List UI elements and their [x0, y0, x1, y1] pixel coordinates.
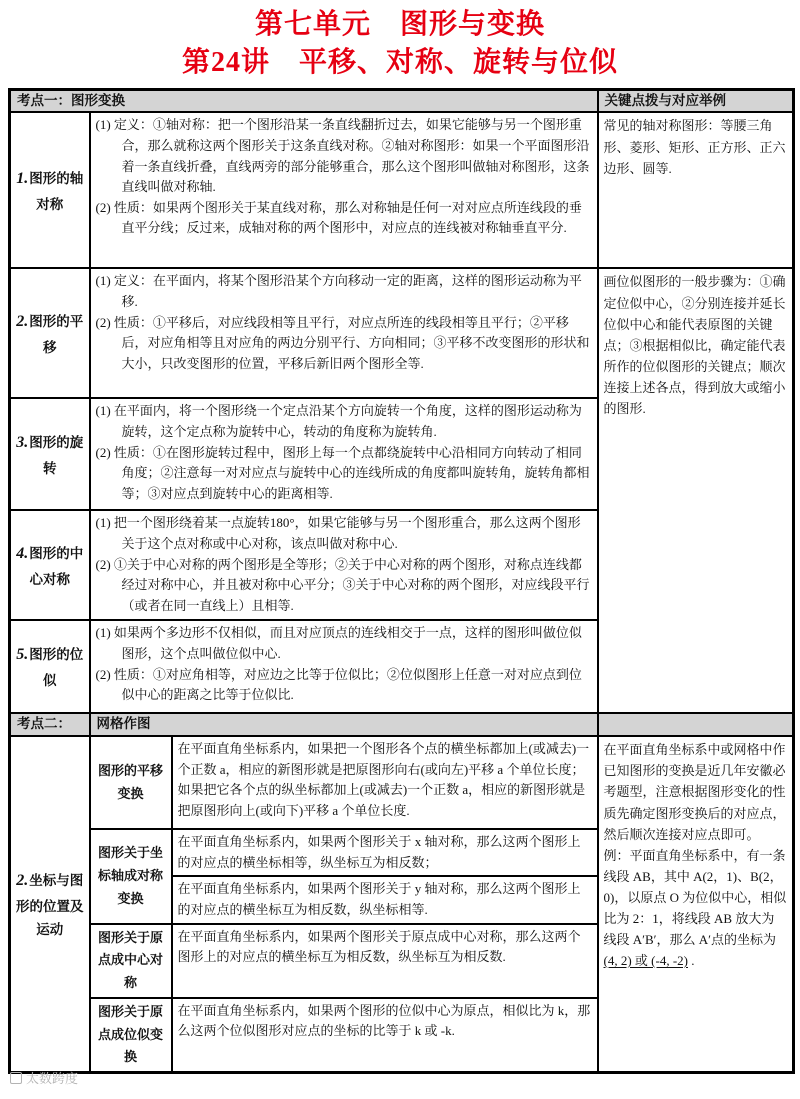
- row2-name: 图形的平移: [29, 313, 84, 355]
- row1-definition-paragraph: (1) 定义：①轴对称：把一个图形沿某一条直线翻折过去，如果它能够与另一个图形重合，那么就称这两个图形关于这条直线对称。②轴对称图形：如果一个平面图形沿着一条直线折叠，直线两旁的部分能够重合，那么这个图形叫做轴对称图形，这条直线叫做对称轴.: [95, 117, 590, 195]
- table-row-axial-symmetry: [10, 112, 794, 268]
- subrow-axis-y-content: 在平面直角坐标系内，如果两个图形关于 y 轴对称，那么这两个图形上的对应点的横坐标互为相反数，纵坐标相等.: [172, 876, 598, 923]
- row1-property-paragraph: (2) 性质：如果两个图形关于某直线对称，那么对称轴是任何一对对应点所连线段的垂直平分线；反过来，成轴对称的两个图形中，对应点的连线被对称轴垂直平分.: [95, 199, 582, 236]
- group2-number: 2.: [16, 871, 29, 889]
- table-row-translation: [10, 268, 794, 398]
- title-unit: 第七单元 图形与变换: [254, 9, 545, 40]
- row3-property-paragraph: (2) 性质：①在图形旋转过程中，图形上每一个点都绕旋转中心沿相同方向转动了相同角度；②注意每一对对应点与旋转中心的连线所成的角度都叫旋转角，旋转角都相等；③对应点到旋转中心的距离相等.: [95, 444, 590, 501]
- row5-label: [10, 620, 90, 713]
- title-lesson: 第24讲 平移、对称、旋转与位似: [181, 46, 618, 78]
- row5-definition-paragraph: (1) 如果两个多边形不仅相似，而且对应顶点的连线相交于一点，这样的图形叫做位似图形，这个点叫做位似中心.: [95, 625, 582, 662]
- subrow-axis-x-content: 在平面直角坐标系内，如果两个图形关于 x 轴对称，那么这两个图形上的对应点的横坐标相等，纵坐标互为相反数；: [172, 829, 598, 876]
- row4-label: [10, 510, 90, 620]
- row4-property-paragraph: (2) ①关于中心对称的两个图形是全等形；②关于中心对称的两个图形，对称点连线都经过对称中心，并且被对称中心平分；③关于中心对称的两个图形，对应线段平行（或者在同一直线上）且相等.: [95, 556, 590, 613]
- group2-label: [10, 736, 90, 1072]
- row5-content: [90, 620, 598, 713]
- review-table: [8, 88, 795, 1074]
- section1-header: 考点一：图形变换: [10, 89, 598, 112]
- row5-name: 图形的位似: [29, 647, 84, 689]
- section2-header-topic: 网格作图: [90, 713, 598, 736]
- watermark-logo-icon: [10, 1072, 22, 1084]
- example-answer: (4, 2) 或 (-4, -2): [603, 952, 688, 968]
- table-row-coordinate-translation: [10, 736, 794, 829]
- note-common-axisymmetric-figures: 常见的轴对称图形：等腰三角形、菱形、矩形、正方形、正六边形、圆等.: [598, 112, 794, 268]
- example-period: .: [688, 952, 695, 968]
- subrow-translation-content: 在平面直角坐标系内，如果把一个图形各个点的横坐标都加上(或减去)一个正数 a，相应的新图形就是把原图形向右(或向左)平移 a 个单位长度；如果把它各个点的纵坐标都加上(或减去)一个正数 a，相应的新图形就是把原图形向上(或向下)平移 a 个单位长度.: [172, 736, 598, 829]
- subrow-origin-homothety-label: 图形关于原点成位似变换: [90, 998, 172, 1073]
- section2-header: 考点二：: [10, 713, 90, 736]
- section2-note: [598, 736, 794, 1072]
- section2-note-example: [604, 845, 788, 971]
- row3-label: [10, 398, 90, 510]
- row5-number: 5.: [16, 646, 29, 664]
- row2-property-paragraph: (2) 性质：①平移后，对应线段相等且平行，对应点所连的线段相等且平行；②平移后，对应角相等且对应角的两边分别平行、方向相同；③平移不改变图形的形状和大小，只改变图形的位置，平移后新旧两个图形全等.: [95, 314, 590, 371]
- note-homothety-steps: 画位似图形的一般步骤为：①确定位似中心，②分别连接并延长位似中心和能代表原图的关键点；③根据相似比，确定能代表所作的位似图形的关键点；顺次连接上述各点，得到放大或缩小的图形.: [598, 268, 794, 713]
- row4-content: [90, 510, 598, 620]
- row3-content: [90, 398, 598, 510]
- row3-definition-paragraph: (1) 在平面内，将一个图形绕一个定点沿某个方向旋转一个角度，这样的图形运动称为旋转，这个定点称为旋转中心，转动的角度称为旋转角.: [95, 403, 582, 440]
- row4-definition-paragraph: (1) 把一个图形绕着某一点旋转180°，如果它能够与另一个图形重合，那么这两个图形关于这个点对称或中心对称，该点叫做对称中心.: [95, 515, 581, 552]
- watermark: [10, 1068, 78, 1087]
- row2-content: [90, 268, 598, 398]
- row1-content: [90, 112, 598, 268]
- subrow-axis-symmetry-label: 图形关于坐标轴成对称变换: [90, 829, 172, 923]
- section2-header-row: [10, 713, 794, 736]
- subrow-origin-homothety-content: 在平面直角坐标系内，如果两个图形的位似中心为原点，相似比为 k，那么这两个位似图形对应点的坐标的比等于 k 或 -k.: [172, 998, 598, 1073]
- section2-header-empty-cell: [598, 713, 794, 736]
- example-text: 例：平面直角坐标系中，有一条线段 AB，其中 A(2，1)、B(2，0)，以原点 O 为位似中心，相似比为 2：1，将线段 AB 放大为线段 A′B′，那么 A′点的坐标为: [603, 847, 787, 947]
- row3-number: 3.: [16, 433, 29, 451]
- watermark-text: 太数跨度: [26, 1071, 79, 1086]
- row2-number: 2.: [16, 312, 29, 330]
- group2-name: 坐标与图形的位置及运动: [16, 872, 84, 938]
- row1-number: 1.: [16, 169, 29, 187]
- row5-property-paragraph: (2) 性质：①对应角相等，对应边之比等于位似比；②位似图形上任意一对对应点到位似中心的距离之比等于位似比.: [95, 666, 582, 703]
- keypoints-header: 关键点拨与对应举例: [598, 89, 794, 112]
- subrow-origin-central-label: 图形关于原点成中心对称: [90, 924, 172, 998]
- subrow-origin-central-content: 在平面直角坐标系内，如果两个图形关于原点成中心对称，那么这两个图形上的对应点的横坐标互为相反数，纵坐标互为相反数.: [172, 924, 598, 998]
- section1-header-row: [10, 89, 794, 112]
- row1-name: 图形的轴对称: [29, 170, 84, 212]
- row4-number: 4.: [16, 544, 29, 562]
- row2-definition-paragraph: (1) 定义：在平面内，将某个图形沿某个方向移动一定的距离，这样的图形运动称为平移.: [95, 273, 582, 310]
- row2-label: [10, 268, 90, 398]
- subrow-translation-label: 图形的平移变换: [90, 736, 172, 829]
- row3-name: 图形的旋转: [29, 434, 84, 476]
- row4-name: 图形的中心对称: [29, 545, 84, 587]
- page-title: [8, 6, 792, 82]
- row1-label: [10, 112, 90, 268]
- section2-note-intro: 在平面直角坐标系中或网格中作已知图形的变换是近几年安徽必考题型，注意根据图形变化的性质先确定图形变换后的对应点，然后顺次连接对应点即可。: [603, 742, 786, 842]
